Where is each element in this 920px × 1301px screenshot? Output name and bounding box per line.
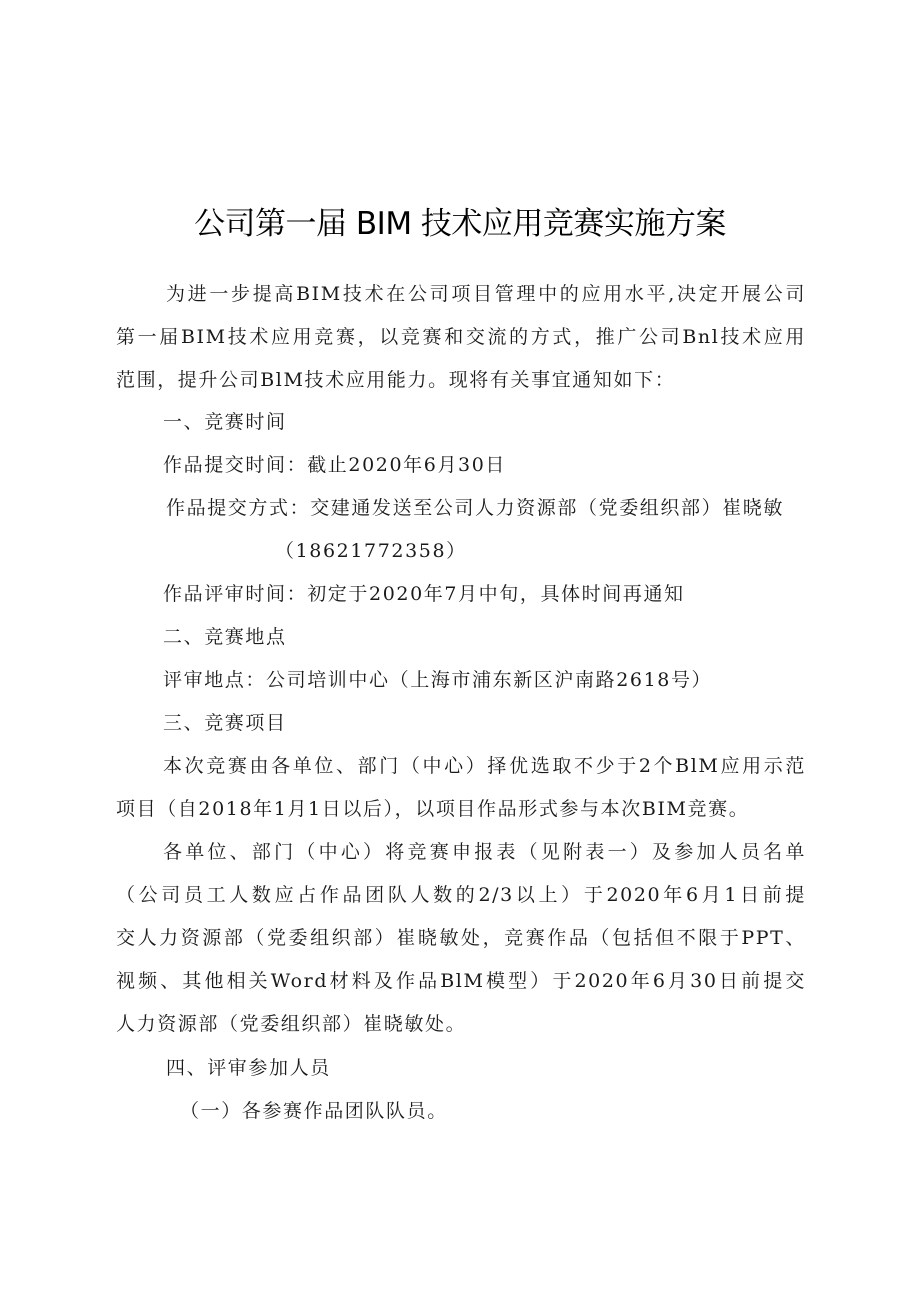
intro-line-1: 为进一步提高BIM技术在公司项目管理中的应用水平,决定开展公司: [166, 283, 806, 305]
section4-heading: 四、评审参加人员: [166, 1057, 331, 1079]
section3-para1-line2: 项目（自2018年1月1日以后），以项目作品形式参与本次BIM竞赛。: [116, 798, 750, 820]
review-location: 评审地点：公司培训中心（上海市浦东新区沪南路2618号）: [163, 669, 713, 691]
section3-para2-line1: 各单位、部门（中心）将竞赛申报表（见附表一）及参加人员名单: [163, 841, 806, 863]
submit-time: 作品提交时间：截止2020年6月30日: [163, 454, 507, 476]
document-title: 公司第一届 BIM 技术应用竞赛实施方案: [194, 206, 726, 242]
section1-heading: 一、竞赛时间: [163, 411, 287, 433]
section3-para1-line1: 本次竞赛由各单位、部门（中心）择优选取不少于2个BlM应用示范: [163, 755, 806, 777]
submit-method: 作品提交方式：交建通发送至公司人力资源部（党委组织部）崔晓敏: [166, 497, 785, 519]
section3-para2-line5: 人力资源部（党委组织部）崔晓敏处。: [116, 1013, 467, 1035]
section3-para2-line4: 视频、其他相关Word材料及作品BlM模型）于2020年6月30日前提交: [116, 970, 806, 992]
intro-line-2: 第一届BIM技术应用竞赛，以竞赛和交流的方式，推广公司Bnl技术应用: [116, 326, 806, 348]
section3-heading: 三、竞赛项目: [163, 712, 287, 734]
section4-item1: （一）各参赛作品团队队员。: [180, 1100, 448, 1122]
intro-line-3: 范围，提升公司BlM技术应用能力。现将有关事宜通知如下：: [116, 369, 676, 391]
section3-para2-line2: （公司员工人数应占作品团队人数的2/3以上）于2020年6月1日前提: [116, 884, 806, 906]
review-time: 作品评审时间：初定于2020年7月中旬，具体时间再通知: [163, 583, 685, 605]
contact-phone: （18621772358）: [275, 540, 467, 562]
section3-para2-line3: 交人力资源部（党委组织部）崔晓敏处，竞赛作品（包括但不限于PPT、: [116, 927, 806, 949]
section2-heading: 二、竞赛地点: [163, 626, 287, 648]
